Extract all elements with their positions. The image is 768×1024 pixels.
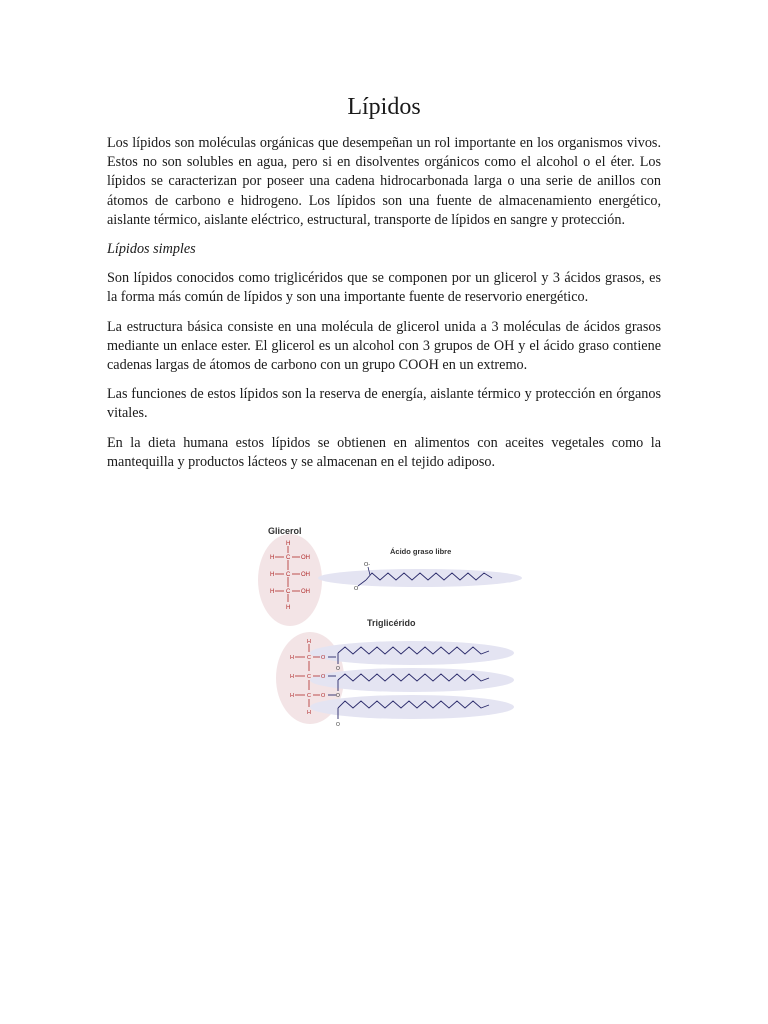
tri-bottom-h: H [307,710,311,716]
chain-2-carbonyl-o: O [336,693,340,699]
glycerol-row2-h: H [270,572,275,578]
trigliceido-label: Triglicérido [367,618,416,628]
glycerol-row3-c: C [286,589,291,595]
structure-paragraph: La estructura básica consiste en una molécula de glicerol unida a 3 moléculas de ácidos grasos mediante un enlace ester. El glicerol es un alcohol con 3 grupos de OH y el ácido graso contiene cadenas largas de átomos de carbono con un grupo COOH en un extremo. [107,318,661,374]
intro-paragraph: Los lípidos son moléculas orgánicas que desempeñan un rol importante en los organismos vivos. Estos no son solubles en agua, pero si en disolventes orgánicos como el alcohol o el éter. Los lípidos se caracterizan por poseer una cadena hidrocarbonada larga o una serie de anillos con átomos de carbono e hidrogeno. Los lípidos son una fuente de almacenamiento energético, aislante térmico, aislante eléctrico, estructural, transporte de lípidos en sangre y protección. [107,135,661,228]
glycerol-row1-oh: OH [301,555,310,561]
fatty-acid-o-minus: O- [364,562,371,568]
fatty-acid-o: O [354,586,359,592]
glicerol-label: Glicerol [268,526,302,536]
glycerol-row3-oh: OH [301,589,310,595]
chain-3-carbonyl-o: O [336,722,340,728]
tri-row3-c: C [307,693,311,699]
glycerol-row2-oh: OH [301,572,310,578]
page-title: Lípidos [347,94,421,120]
functions-paragraph: Las funciones de estos lípidos son la reserva de energía, aislante térmico y protección en órganos vitales. [107,386,661,422]
section-subheading: Lípidos simples [107,241,196,258]
tri-row2-o: O [321,674,326,680]
diet-paragraph: En la dieta humana estos lípidos se obtienen en alimentos con aceites vegetales como la mantequilla y productos lácteos y se almacenan en el tejido adiposo. [107,434,661,470]
glycerol-row1-h: H [270,555,275,561]
glycerol-row2-c: C [286,572,291,578]
definition-paragraph: Son lípidos conocidos como triglicéridos que se componen por un glicerol y 3 ácidos grasos, es la forma más común de lípidos y son una importante fuente de reservorio energético. [107,270,661,306]
tri-row3-o: O [321,693,326,699]
acido-graso-label: Ácido graso libre [390,547,452,556]
tri-row3-h: H [290,693,294,699]
glycerol-background [258,534,322,626]
document-body [107,134,661,482]
glycerol-row1-c: C [286,555,291,561]
tri-row2-c: C [307,674,311,680]
tri-row1-h: H [290,655,294,661]
glycerol-row3-h: H [270,589,275,595]
tri-row2-h: H [290,674,294,680]
triglyceride-figure [250,518,530,728]
tri-top-h: H [307,639,311,645]
glycerol-top-h: H [286,541,291,547]
tri-row1-o: O [321,655,326,661]
chain-1-carbonyl-o: O [336,666,340,672]
tri-row1-c: C [307,655,311,661]
glycerol-bottom-h: H [286,605,291,611]
